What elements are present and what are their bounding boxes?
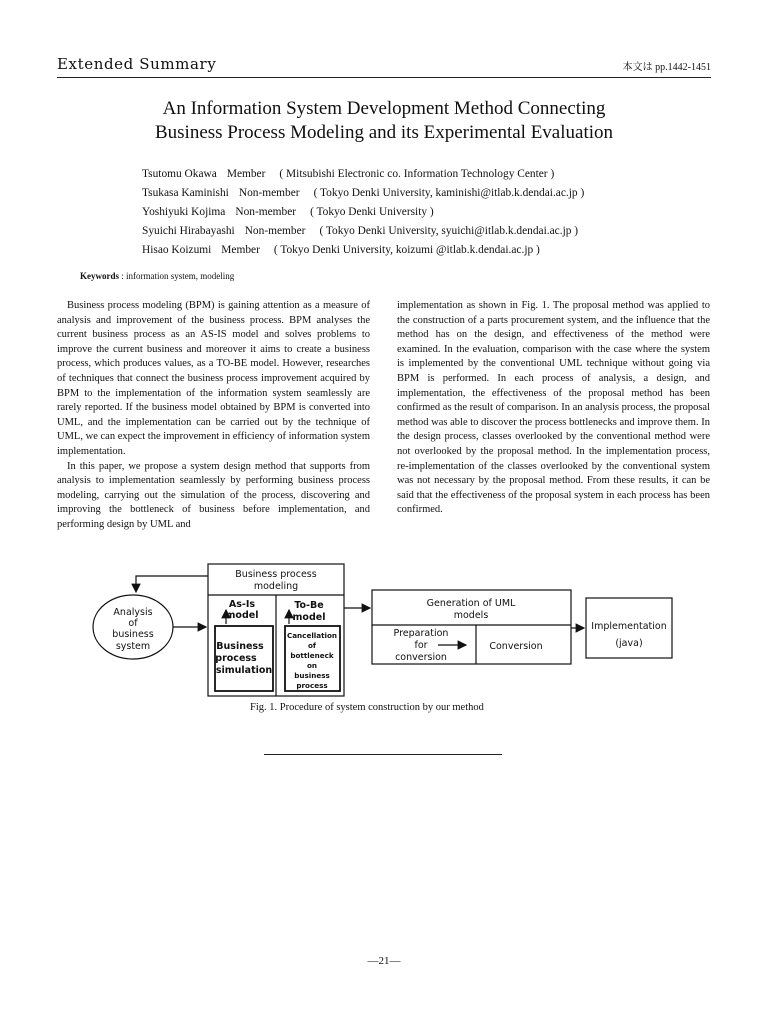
procedure-diagram xyxy=(80,560,700,700)
prep-label-3: conversion xyxy=(395,652,447,663)
title-line-1: An Information System Development Method Connecting xyxy=(162,98,606,119)
author-name: Hisao Koizumi xyxy=(142,244,212,256)
footnote-rule xyxy=(264,754,502,755)
sim-label-2: process xyxy=(215,653,257,664)
body-paragraph: implementation as shown in Fig. 1. The proposal method was applied to the construction of a parts procurement system, and the influence that the method has on the design, and effectiveness of the method were examined. In the evaluation, comparison with the case where the system is implemented by the conventional UML technique without going via BPM is performed. In each process of analysis, a design, and implementation, the effectiveness of the proposal method has been confirmed as the result of comparison. In an analysis process, the proposal method was able to discover the process bottlenecks and improve them. In the design process, classes overlooked by the conventional method were not overlooked by the proposal method. In the implementation process, re-implementation of the classes overlooked by the conventional system was not necessary by the proposal method. From these results, it can be said that the effectiveness of the proposal system in each process has been confirmed. xyxy=(397,300,710,516)
analysis-label-4: system xyxy=(115,641,151,652)
body-paragraph: In this paper, we propose a system design method that supports from analysis to implementation seamlessly by performing business process modeling, carrying out the simulation of the process, discovering and improving the bottleneck of business before implementation, and performing design by UML and xyxy=(57,460,370,530)
asis-label-1: As-Is xyxy=(228,599,256,610)
author-name: Syuichi Hirabayashi xyxy=(142,225,235,237)
author-role: Non-member xyxy=(235,206,297,218)
header-rule xyxy=(57,77,711,78)
author-affiliation: ( Tokyo Denki University, koizumi @itlab.k.dendai.ac.jp ) xyxy=(273,244,540,256)
page-number: —21— xyxy=(367,955,401,967)
paper-title xyxy=(57,97,711,145)
body-column-right xyxy=(397,299,710,518)
author-affiliation: ( Tokyo Denki University, kaminishi@itlab.k.dendai.ac.jp ) xyxy=(313,187,585,199)
uml-label-2: models xyxy=(453,610,489,621)
header-journal-label: Extended Summary xyxy=(57,55,217,73)
keywords xyxy=(80,271,234,281)
author-role: Non-member xyxy=(244,225,306,237)
author-affiliation: ( Tokyo Denki University ) xyxy=(310,206,434,218)
author-row xyxy=(142,184,584,203)
analysis-label-2: of xyxy=(128,618,138,629)
title-line-2: Business Process Modeling and its Experimental Evaluation xyxy=(154,122,614,143)
figure-1-diagram xyxy=(80,560,700,700)
author-row xyxy=(142,241,584,260)
author-role: Member xyxy=(221,244,260,256)
bpm-label-2: modeling xyxy=(253,581,299,592)
author-affiliation: ( Mitsubishi Electronic co. Information Technology Center ) xyxy=(279,168,555,180)
body-column-left xyxy=(57,299,370,533)
prep-label-1: Preparation xyxy=(393,628,449,639)
tobe-label-1: To-Be xyxy=(294,600,324,611)
analysis-label-1: Analysis xyxy=(113,607,153,618)
author-role: Non-member xyxy=(238,187,300,199)
impl-label-2: (java) xyxy=(615,638,643,649)
asis-label-2: model xyxy=(225,610,259,621)
cancel-label-5: business xyxy=(294,671,330,680)
author-affiliation: ( Tokyo Denki University, syuichi@itlab.k.dendai.ac.jp ) xyxy=(319,225,579,237)
analysis-label-3: business xyxy=(112,629,154,640)
author-row xyxy=(142,222,584,241)
cancel-label-4: on xyxy=(306,661,318,670)
author-row xyxy=(142,165,584,184)
figure-caption: Fig. 1. Procedure of system construction by our method xyxy=(250,702,484,713)
tobe-label-2: model xyxy=(292,612,326,623)
author-name: Tsutomu Okawa xyxy=(142,168,217,180)
body-paragraph: Business process modeling (BPM) is gaining attention as a measure of analysis and improvement of the business process. BPM analyses the current business process as an AS-IS model and solves problems to improve the current business and moreover it aims to create a business process, which produces values, as a TO-BE model. However, researches of techniques that connect the business process improvement acquired by BPM to the implementation of the information system seamlessly are rarely reported. If the business model obtained by BPM is converted into UML, and the implementation can be carried out by the technique of UML, we can expect the improvement in efficiency of information system implementation. xyxy=(57,300,370,457)
header-page-reference: 本文は pp.1442-1451 xyxy=(622,62,711,73)
cancel-label-3: bottleneck xyxy=(290,651,334,660)
author-name: Tsukasa Kaminishi xyxy=(142,187,229,199)
sim-label-3: simulation xyxy=(215,665,273,676)
author-list xyxy=(142,165,584,260)
prep-label-2: for xyxy=(414,640,428,651)
cancel-label-6: process xyxy=(296,681,328,690)
author-role: Member xyxy=(226,168,266,180)
bpm-label-1: Business process xyxy=(235,569,317,580)
keywords-text: : information system, modeling xyxy=(119,271,235,281)
impl-label-1: Implementation xyxy=(591,621,667,632)
keywords-label: Keywords xyxy=(80,271,119,281)
conversion-label: Conversion xyxy=(489,641,543,652)
author-row xyxy=(142,203,584,222)
cancel-label-1: Cancellation xyxy=(286,631,338,640)
sim-label-1: Business xyxy=(216,641,264,652)
author-name: Yoshiyuki Kojima xyxy=(142,206,226,218)
cancel-label-2: of xyxy=(307,641,317,650)
uml-label-1: Generation of UML xyxy=(426,598,516,609)
